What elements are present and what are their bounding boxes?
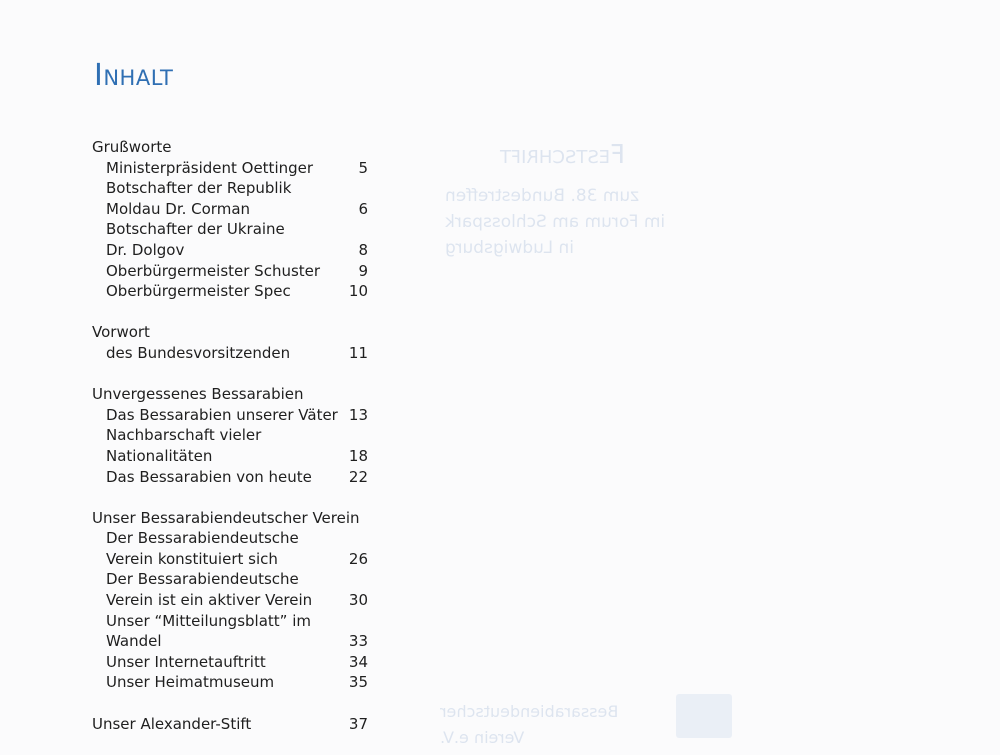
toc-entry-text: Nationalitäten (106, 446, 213, 465)
toc-page-number: 13 (348, 405, 368, 424)
show-through-line: in Ludwigsburg (445, 238, 574, 258)
show-through-line: im Forum am Schlosspark (445, 212, 666, 232)
toc-section-title (92, 508, 382, 529)
toc-entry-text: Wandel (106, 632, 162, 651)
toc-entry-text: Ministerpräsident Oettinger (106, 158, 314, 177)
toc-entry-line (92, 631, 382, 652)
toc-page-number: 6 (358, 199, 368, 218)
toc-section (92, 322, 382, 363)
toc-entry-text: Unser “Mitteilungsblatt” im (106, 611, 311, 630)
toc-entry-text: Das Bessarabien von heute (106, 467, 312, 486)
show-through-logo (676, 694, 732, 738)
toc-entry-line (92, 590, 382, 611)
toc-entry-line (92, 549, 382, 570)
toc-entry-line (92, 652, 382, 673)
toc-entry-line (92, 281, 382, 302)
toc-page-number: 37 (348, 714, 368, 733)
toc-entry-text: Nachbarschaft vieler (106, 426, 262, 445)
toc-page-number: 18 (348, 446, 368, 465)
toc-section-title (92, 322, 382, 343)
toc-section-title-text: Grußworte (92, 138, 172, 156)
toc-entry-text: Moldau Dr. Corman (106, 199, 251, 218)
toc-section-title (92, 137, 382, 158)
toc-entry-line (92, 199, 382, 220)
toc-entry-text: des Bundesvorsitzenden (106, 343, 291, 362)
toc-page-number: 11 (348, 343, 368, 362)
toc-page-number: 10 (348, 282, 368, 301)
table-of-contents (92, 137, 382, 755)
toc-entry-line (92, 611, 382, 632)
toc-entry-line (92, 672, 382, 693)
toc-section-title-text: Unser Alexander-Stift (92, 714, 252, 733)
toc-page-number: 30 (348, 591, 368, 610)
toc-section-title (92, 384, 382, 405)
toc-entry-text: Botschafter der Ukraine (106, 220, 285, 239)
toc-section (92, 508, 382, 693)
show-through-footer: Bessarabiendeutscher (440, 702, 619, 721)
toc-section (92, 714, 382, 735)
toc-entry-line (92, 425, 382, 446)
toc-page-number: 8 (358, 240, 368, 259)
show-through-line: zum 38. Bundestreffen (445, 186, 640, 206)
toc-page-number: 22 (348, 467, 368, 486)
toc-entry-line (92, 261, 382, 282)
toc-entry-line (92, 569, 382, 590)
toc-section-title-text: Vorwort (92, 323, 150, 342)
toc-section-title-text: Unser Bessarabiendeutscher Verein (92, 508, 360, 527)
show-through-heading: Festschrift (500, 140, 626, 170)
toc-entry-line (92, 158, 382, 179)
toc-page-number: 35 (348, 673, 368, 692)
toc-page-number: 26 (348, 549, 368, 568)
toc-page-number: 33 (348, 632, 368, 651)
toc-entry-line (92, 467, 382, 488)
toc-entry-text: Botschafter der Republik (106, 179, 292, 198)
toc-entry-line (92, 240, 382, 261)
toc-entry-line (92, 219, 382, 240)
toc-entry-text: Oberbürgermeister Spec (106, 282, 291, 301)
toc-section-title (92, 714, 382, 735)
toc-entry-line (92, 446, 382, 467)
show-through-footer: Verein e.V. (440, 728, 525, 747)
toc-entry-text: Der Bessarabiendeutsche (106, 529, 299, 548)
toc-entry-text: Unser Heimatmuseum (106, 673, 275, 692)
toc-page-number: 5 (358, 158, 368, 177)
toc-page-number: 34 (348, 652, 368, 671)
toc-entry-line (92, 405, 382, 426)
toc-entry-text: Oberbürgermeister Schuster (106, 261, 321, 280)
toc-section (92, 384, 382, 487)
toc-entry-text: Das Bessarabien unserer Väter (106, 405, 338, 424)
toc-entry-text: Verein konstituiert sich (106, 549, 278, 568)
toc-entry-text: Unser Internetauftritt (106, 652, 266, 671)
page-title: Inhalt (94, 58, 174, 93)
toc-entry-line (92, 343, 382, 364)
toc-entry-text: Verein ist ein aktiver Verein (106, 591, 313, 610)
toc-section-title-text: Unvergessenes Bessarabien (92, 385, 304, 404)
toc-entry-line (92, 528, 382, 549)
toc-entry-text: Der Bessarabiendeutsche (106, 570, 299, 589)
toc-entry-line (92, 178, 382, 199)
toc-page-number: 9 (358, 261, 368, 280)
toc-section (92, 137, 382, 302)
toc-entry-text: Dr. Dolgov (106, 240, 185, 259)
